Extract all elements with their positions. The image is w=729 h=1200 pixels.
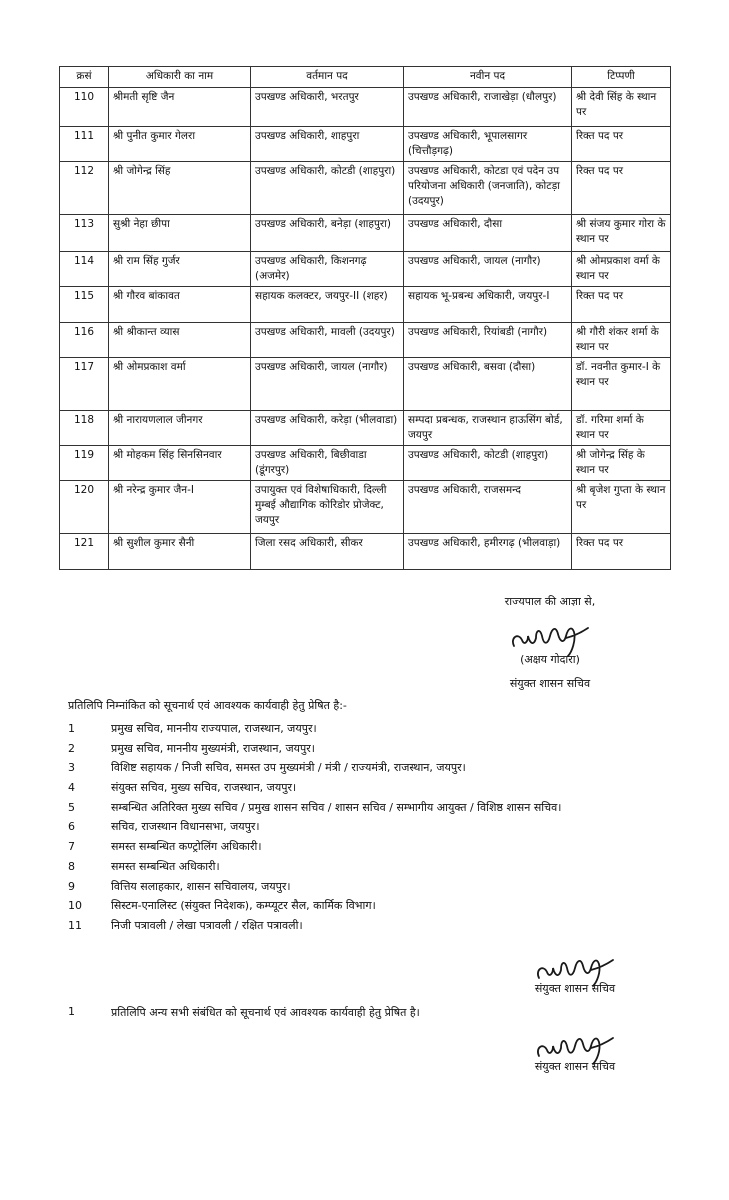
- list-text: प्रतिलिपि अन्य सभी संबंधित को सूचनार्थ एवं आवश्यक कार्यवाही हेतु प्रेषित है।: [111, 1006, 420, 1019]
- list-item: [68, 778, 668, 798]
- cell-serial: 120: [60, 481, 109, 534]
- cell-serial: 119: [60, 446, 109, 481]
- cell-current-post: जिला रसद अधिकारी, सीकर: [251, 534, 404, 570]
- cell-officer-name: श्री राम सिंह गुर्जर: [109, 252, 251, 287]
- cell-officer-name: श्री मोहकम सिंह सिनसिनवार: [109, 446, 251, 481]
- cell-serial: 114: [60, 252, 109, 287]
- list-text: विशिष्ट सहायक / निजी सचिव, समस्त उप मुख्यमंत्री / मंत्री / राज्यमंत्री, राजस्थान, जयपुर।: [111, 761, 466, 775]
- cell-serial: 112: [60, 162, 109, 215]
- cell-new-post: सहायक भू-प्रबन्ध अधिकारी, जयपुर-I: [404, 287, 572, 323]
- list-item: [68, 857, 668, 877]
- list-text: वित्तिय सलाहकार, शासन सचिवालय, जयपुर।: [111, 879, 291, 893]
- table-row: [60, 411, 671, 446]
- list-item: [68, 798, 668, 818]
- table-row: [60, 481, 671, 534]
- cell-remarks: डॉ. नवनीत कुमार-I के स्थान पर: [572, 358, 671, 411]
- header-current-post: वर्तमान पद: [251, 67, 404, 88]
- signatory-name: (अक्षय गोदारा): [520, 653, 580, 666]
- table-row: [60, 252, 671, 287]
- list-number: 2: [68, 741, 75, 755]
- cell-current-post: उपायुक्त एवं विशेषाधिकारी, दिल्ली मुम्बई औद्यागिक कोरिडोर प्रोजेक्ट, जयपुर: [251, 481, 404, 534]
- order-line: राज्यपाल की आज्ञा से,: [504, 595, 596, 608]
- list-number: 1: [68, 722, 75, 735]
- cell-officer-name: सुश्री नेहा छीपा: [109, 215, 251, 252]
- table-row: [60, 446, 671, 481]
- header-remarks: टिप्पणी: [572, 67, 671, 88]
- copy-intro: प्रतिलिपि निम्नांकित को सूचनार्थ एवं आवश्यक कार्यवाही हेतु प्रेषित है:-: [68, 699, 347, 712]
- list-item: [68, 817, 668, 837]
- list-number: 8: [68, 859, 75, 873]
- cell-current-post: उपखण्ड अधिकारी, जायल (नागौर): [251, 358, 404, 411]
- list-text: प्रमुख सचिव, माननीय मुख्यमंत्री, राजस्थान, जयपुर।: [111, 741, 315, 755]
- cell-current-post: उपखण्ड अधिकारी, मावली (उदयपुर): [251, 323, 404, 358]
- list-number: 1: [68, 1005, 75, 1018]
- cell-new-post: उपखण्ड अधिकारी, रियांबडी (नागौर): [404, 323, 572, 358]
- table-row: [60, 534, 671, 570]
- cell-current-post: उपखण्ड अधिकारी, किशनगढ़ (अजमेर): [251, 252, 404, 287]
- cell-new-post: उपखण्ड अधिकारी, बसवा (दौसा): [404, 358, 572, 411]
- cell-new-post: उपखण्ड अधिकारी, जायल (नागौर): [404, 252, 572, 287]
- cell-officer-name: श्रीमती सृष्टि जैन: [109, 88, 251, 127]
- list-text: संयुक्त सचिव, मुख्य सचिव, राजस्थान, जयपुर।: [111, 781, 297, 795]
- cell-serial: 118: [60, 411, 109, 446]
- cell-serial: 115: [60, 287, 109, 323]
- signatory-designation: संयुक्त शासन सचिव: [534, 982, 616, 995]
- signatory-designation: संयुक्त शासन सचिव: [509, 677, 591, 690]
- table-row: [60, 88, 671, 127]
- cell-remarks: श्री संजय कुमार गोरा के स्थान पर: [572, 215, 671, 252]
- list-number: 9: [68, 879, 75, 893]
- cell-remarks: श्री बृजेश गुप्ता के स्थान पर: [572, 481, 671, 534]
- cell-new-post: उपखण्ड अधिकारी, भूपालसागर (चित्तौड़गढ़): [404, 127, 572, 162]
- cell-new-post: उपखण्ड अधिकारी, राजाखेड़ा (धौलपुर): [404, 88, 572, 127]
- list-number: 5: [68, 800, 75, 814]
- list-number: 11: [68, 918, 82, 932]
- cell-officer-name: श्री नारायणलाल जीनगर: [109, 411, 251, 446]
- cell-current-post: उपखण्ड अधिकारी, भरतपुर: [251, 88, 404, 127]
- table-row: [60, 127, 671, 162]
- cell-remarks: श्री ओमप्रकाश वर्मा के स्थान पर: [572, 252, 671, 287]
- cell-current-post: उपखण्ड अधिकारी, शाहपुरा: [251, 127, 404, 162]
- list-item: [68, 758, 668, 778]
- list-text: सचिव, राजस्थान विधानसभा, जयपुर।: [111, 820, 260, 834]
- cell-officer-name: श्री पुनीत कुमार गेलरा: [109, 127, 251, 162]
- signature-block-2: [510, 952, 640, 1006]
- cell-serial: 116: [60, 323, 109, 358]
- cell-officer-name: श्री नरेन्द्र कुमार जैन-I: [109, 481, 251, 534]
- cell-serial: 110: [60, 88, 109, 127]
- list-item: [68, 837, 668, 857]
- cell-serial: 121: [60, 534, 109, 570]
- cell-serial: 117: [60, 358, 109, 411]
- table-row: [60, 215, 671, 252]
- list-text: प्रमुख सचिव, माननीय राज्यपाल, राजस्थान, जयपुर।: [111, 722, 317, 735]
- cell-serial: 113: [60, 215, 109, 252]
- final-copy-line: [68, 1005, 420, 1020]
- cell-remarks: डॉ. गरिमा शर्मा के स्थान पर: [572, 411, 671, 446]
- signature-block: [470, 594, 630, 692]
- list-item: [68, 739, 668, 759]
- list-item: [68, 916, 668, 936]
- cell-remarks: श्री देवी सिंह के स्थान पर: [572, 88, 671, 127]
- cell-remarks: रिक्त पद पर: [572, 534, 671, 570]
- cell-current-post: उपखण्ड अधिकारी, कोटडी (शाहपुरा): [251, 162, 404, 215]
- header-serial: क्रसं: [60, 67, 109, 88]
- table-row: [60, 358, 671, 411]
- cell-new-post: उपखण्ड अधिकारी, दौसा: [404, 215, 572, 252]
- transfer-orders-table: [59, 66, 671, 570]
- cell-officer-name: श्री सुशील कुमार सैनी: [109, 534, 251, 570]
- list-number: 6: [68, 820, 75, 834]
- cell-remarks: रिक्त पद पर: [572, 287, 671, 323]
- cell-officer-name: श्री गौरव बांकावत: [109, 287, 251, 323]
- signature-block-3: [510, 1030, 640, 1084]
- list-text: समस्त सम्बन्धित अधिकारी।: [111, 859, 220, 873]
- cell-new-post: सम्पदा प्रबन्धक, राजस्थान हाऊसिंग बोर्ड, जयपुर: [404, 411, 572, 446]
- cell-serial: 111: [60, 127, 109, 162]
- list-text: सिस्टम-एनालिस्ट (संयुक्त निदेशक), कम्प्यूटर सैल, कार्मिक विभाग।: [111, 899, 376, 913]
- header-new-post: नवीन पद: [404, 67, 572, 88]
- cell-new-post: उपखण्ड अधिकारी, कोटडा एवं पदेन उप परियोजना अधिकारी (जनजाति), कोटड़ा (उदयपुर): [404, 162, 572, 215]
- list-text: सम्बन्धित अतिरिक्त मुख्य सचिव / प्रमुख शासन सचिव / शासन सचिव / सम्भागीय आयुक्त / विशिष्ठ शासन सचिव।: [111, 800, 562, 814]
- header-officer-name: अधिकारी का नाम: [109, 67, 251, 88]
- list-text: समस्त सम्बन्धित कण्ट्रोलिंग अधिकारी।: [111, 840, 262, 854]
- table-row: [60, 287, 671, 323]
- list-number: 7: [68, 840, 75, 854]
- list-item: [68, 719, 668, 739]
- cell-new-post: उपखण्ड अधिकारी, राजसमन्द: [404, 481, 572, 534]
- cell-remarks: रिक्त पद पर: [572, 162, 671, 215]
- cell-remarks: रिक्त पद पर: [572, 127, 671, 162]
- copy-recipients-list: [68, 719, 668, 936]
- cell-remarks: श्री गौरी शंकर शर्मा के स्थान पर: [572, 323, 671, 358]
- cell-current-post: सहायक कलक्टर, जयपुर-II (शहर): [251, 287, 404, 323]
- list-item: [68, 896, 668, 916]
- cell-new-post: उपखण्ड अधिकारी, हमीरगढ़ (भीलवाड़ा): [404, 534, 572, 570]
- table-row: [60, 323, 671, 358]
- list-number: 4: [68, 781, 75, 795]
- table-header-row: [60, 67, 671, 88]
- cell-remarks: श्री जोगेन्द्र सिंह के स्थान पर: [572, 446, 671, 481]
- cell-current-post: उपखण्ड अधिकारी, करेड़ा (भीलवाडा): [251, 411, 404, 446]
- list-text: निजी पत्रावली / लेखा पत्रावली / रक्षित पत्रावली।: [111, 918, 303, 932]
- cell-officer-name: श्री श्रीकान्त व्यास: [109, 323, 251, 358]
- list-item: [68, 877, 668, 897]
- cell-new-post: उपखण्ड अधिकारी, कोटडी (शाहपुरा): [404, 446, 572, 481]
- cell-current-post: उपखण्ड अधिकारी, बिछीवाडा (डूंगरपुर): [251, 446, 404, 481]
- table-row: [60, 162, 671, 215]
- signatory-designation: संयुक्त शासन सचिव: [534, 1060, 616, 1073]
- list-number: 3: [68, 761, 75, 775]
- cell-current-post: उपखण्ड अधिकारी, बनेड़ा (शाहपुरा): [251, 215, 404, 252]
- cell-officer-name: श्री जोगेन्द्र सिंह: [109, 162, 251, 215]
- list-number: 10: [68, 899, 82, 913]
- cell-officer-name: श्री ओमप्रकाश वर्मा: [109, 358, 251, 411]
